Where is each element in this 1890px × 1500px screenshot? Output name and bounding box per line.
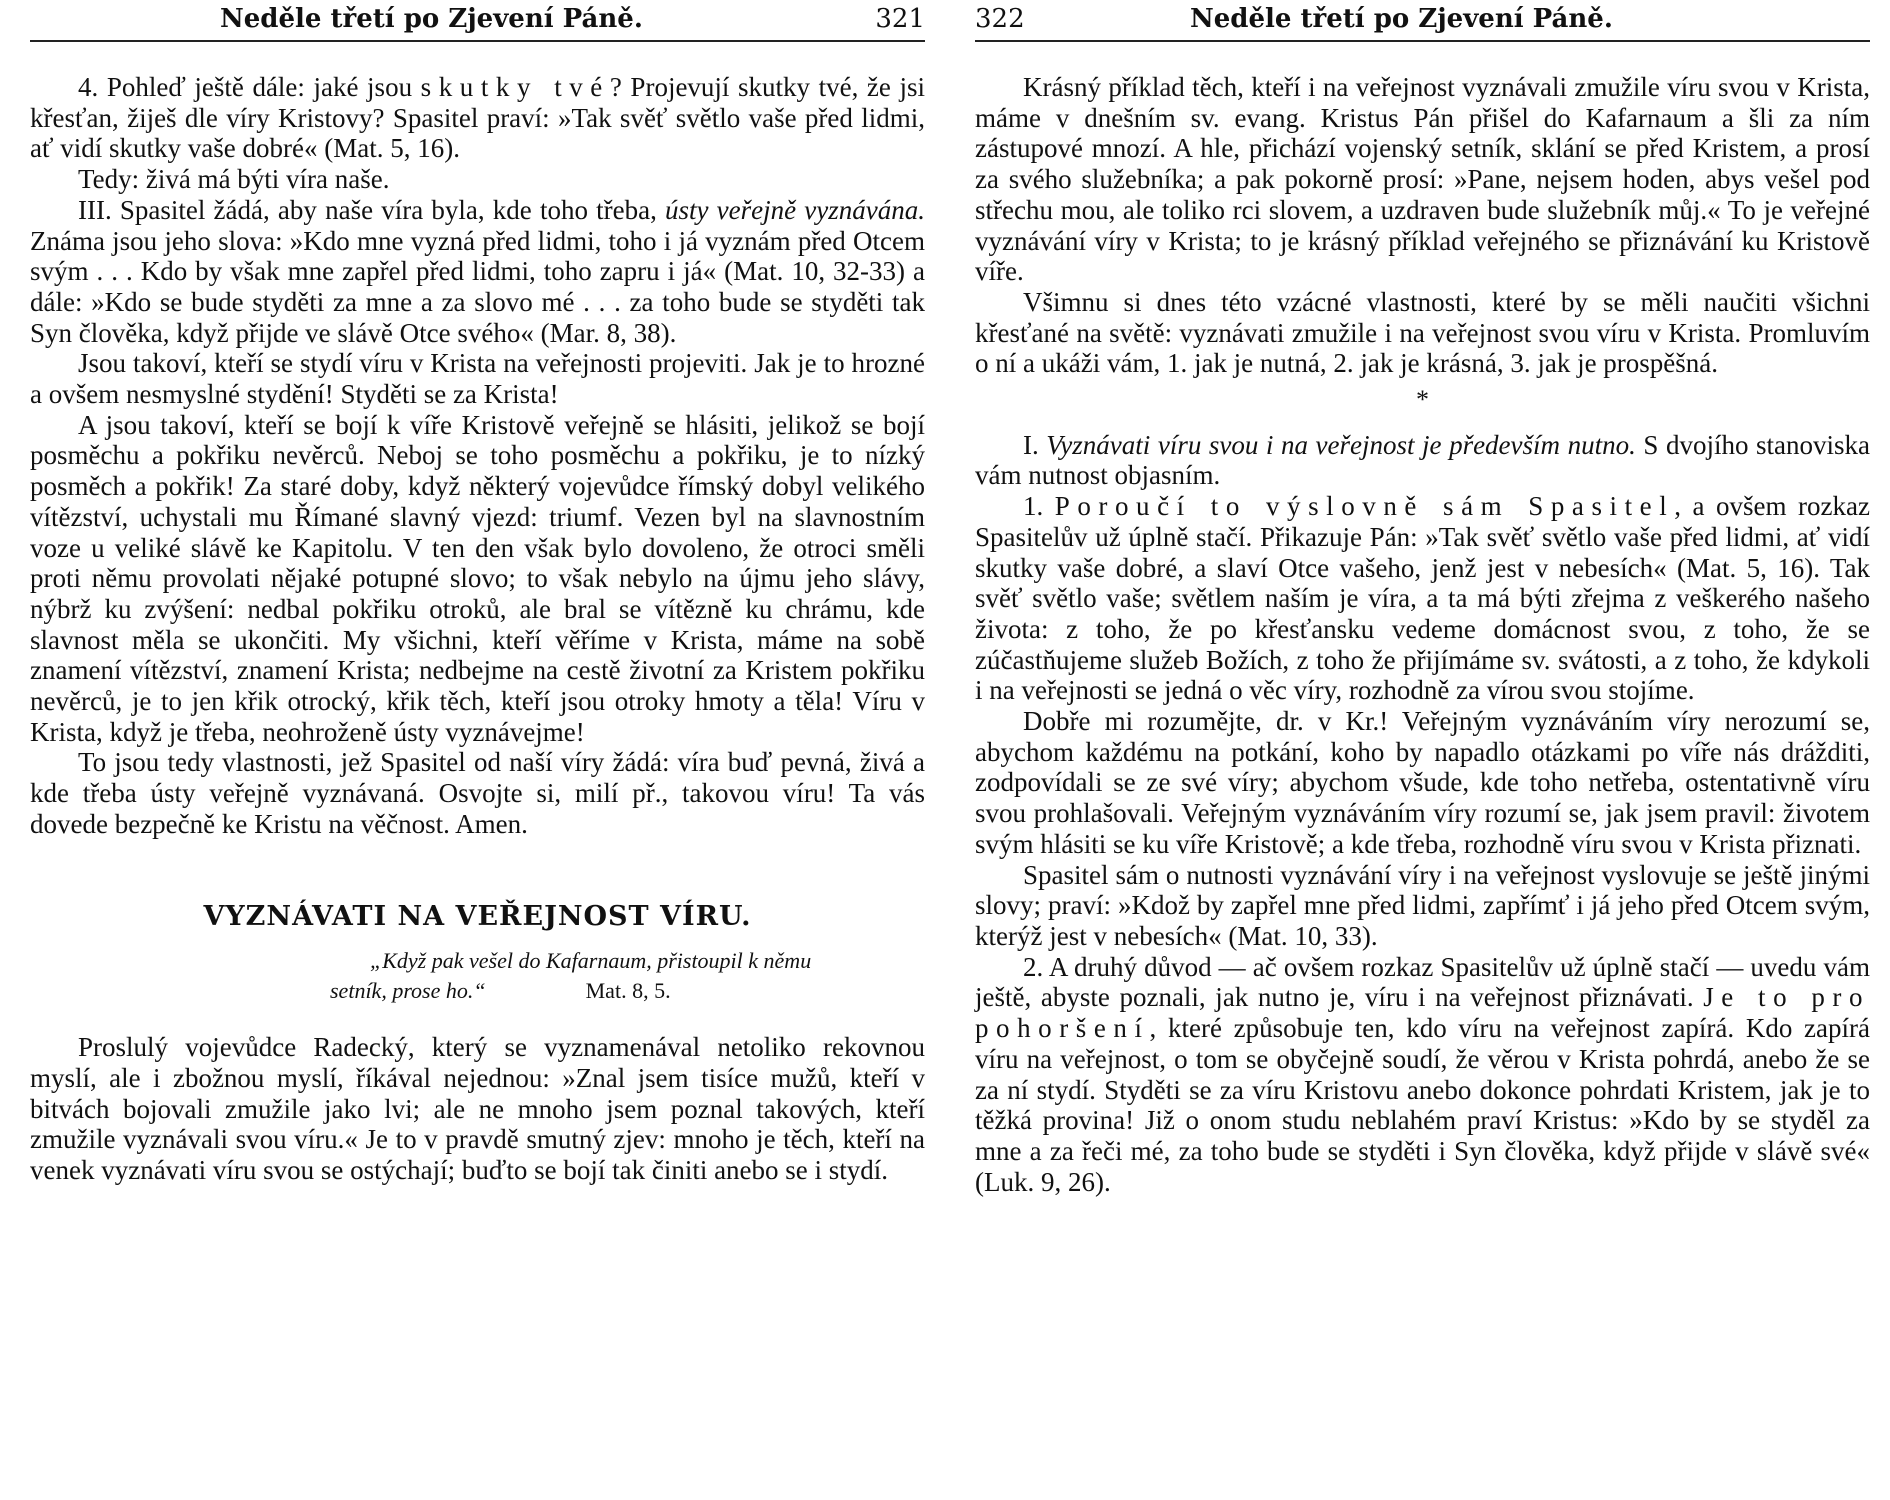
paragraph: Jsou takoví, kteří se stydí víru v Krista na veřejnosti projeviti. Jak je to hrozné a ovšem nesmyslné stydění! Styděti se za Krista! — [30, 348, 925, 410]
paragraph: A jsou takoví, kteří se bojí k víře Kristově veřejně se hlásiti, jelikož se bojí posměchu a pokřiku nevěrců. Neboj se toho posměchu a pokřiku, je to nízký posměch a pokřik! Za staré doby, když některý vojevůdce římský dobyl velikého vítězství, uchystali mu Římané slavný vjezd: triumf. Vezen byl na slavnostním voze u veliké slávě ke Kapitolu. V ten den však bylo dovoleno, že otroci směli proti němu provolati nějaké potupné slovo; to však nebylo na újmu jeho slávy, nýbrž ku zvýšení: nedbal pokřiku otroků, ale bral se vítězně ku chrámu, kde slavnost měla se ukončiti. My všichni, kteří věříme v Krista, máme na sobě znamení vítězství, znamení Krista; nedbejme na cestě životní za Kristem pokřiku nevěrců, je to jen křik otrocký, křik těch, kteří jsou otroky hmoty a těla! Víru v Krista, když je třeba, neohroženě ústy vyznávejme! — [30, 409, 925, 747]
running-head-left — [30, 0, 925, 42]
page-number: 322 — [975, 4, 1025, 34]
paragraph: III. Spasitel žádá, aby naše víra byla, kde toho třeba, ústy veřejně vyznávána. Známa jsou jeho slova: »Kdo mne vyzná před lidmi, toho i já vyznám před Otcem svým . . . Kdo by však mne zapřel před lidmi, toho zapru i já« (Mat. 10, 32-33) a dále: »Kdo se bude styděti za mne a za slovo mé . . . za toho bude se styděti tak Syn člověka, když přijde ve slávě Otce svého« (Mar. 8, 38). — [30, 194, 925, 348]
running-title: Neděle třetí po Zjevení Páně. — [220, 4, 643, 34]
paragraph: 4. Pohleď ještě dále: jaké jsou skutky tvé? Projevují skutky tvé, že jsi křesťan, žiješ dle víry Kristovy? Spasitel praví: »Tak svěť světlo vaše před lidmi, ať vidí skutky vaše dobré« (Mat. 5, 16). — [30, 72, 925, 164]
section-divider: * — [1416, 385, 1429, 415]
motto-line: setník, prose ho.“ Mat. 8, 5. — [330, 978, 671, 1004]
paragraph: 1. Poroučí to výslovně sám Spasitel, a ovšem rozkaz Spasitelův už úplně stačí. Přikazuje Pán: »Tak svěť světlo vaše před lidmi, ať vidí skutky vaše dobré, a slaví Otce vašeho, jenž jest v nebesích« (Mat. 5, 16). Tak svěť světlo vaše; světlem naším je víra, a ta má býti zřejma z veškerého našeho života: z toho, že po křesťansku vedeme domácnost svou, z toho, že se zúčastňujeme služeb Božích, z toho že přijímáme sv. svátosti, a z toho, že kdykoli i na veřejnosti se jedná o věc víry, rozhodně za vírou svou stojíme. — [975, 491, 1870, 706]
right-body-text — [975, 72, 1870, 1197]
running-title: Neděle třetí po Zjevení Páně. — [1190, 4, 1613, 34]
paragraph: 2. A druhý důvod — ač ovšem rozkaz Spasitelův už úplně stačí — uvedu vám ještě, abyste poznali, jak nutno je, víru i na veřejnost přiznávati. Je to pro pohoršení, které způsobuje ten, kdo víru na veřejnost zapírá. Kdo zapírá víru na veřejnost, o tom se obyčejně soudí, že věrou v Krista pohrdá, anebo že se za ní stydí. Styděti se za víru Kristovu anebo dokonce pohrdati Kristem, jak je to těžká provina! Již o onom studu neblahém praví Kristus: »Kdo by se styděl za mne a za řeči mé, za toho bude se styděti i Syn člověka, když přijde v slávě své« (Luk. 9, 26). — [975, 951, 1870, 1197]
paragraph: Dobře mi rozumějte, dr. v Kr.! Veřejným vyznáváním víry nerozumí se, abychom každému na potkání, koho by napadlo otázkami po víře nás drážditi, zodpovídali se ze své víry; abychom všude, kde toho netřeba, ostentativně víru svou prohlašovali. Veřejným vyznáváním víry rozumí se, jak jsem pravil: životem svým hlásiti se ku víře Kristově; a kde třeba, rozhodně víru svou v Krista přiznati. — [975, 706, 1870, 859]
motto-reference: Mat. 8, 5. — [585, 978, 671, 1004]
paragraph: Proslulý vojevůdce Radecký, který se vyznamenával netoliko rekovnou myslí, ale i zbožnou myslí, říkával nejednou: »Znal jsem tisíce mužů, kteří v bitvách bojovali zmužile jako lvi; ale ne mnoho jsem poznal takových, kteří zmužile vyznávali svou víru.« Je to v pravdě smutný zjev: mnoho je těch, kteří na venek vyznávati víru svou se ostýchají; buďto se bojí tak činiti anebo se i stydí. — [30, 1032, 925, 1186]
left-page — [30, 0, 925, 1500]
paragraph: I. Vyznávati víru svou i na veřejnost je především nutno. S dvojího stanoviska vám nutnost objasním. — [975, 429, 1870, 491]
section-heading: VYZNÁVATI NA VEŘEJNOST VÍRU. — [203, 900, 752, 932]
running-head-right — [975, 0, 1870, 42]
paragraph: To jsou tedy vlastnosti, jež Spasitel od naší víry žádá: víra buď pevná, živá a kde třeba ústy veřejně vyznávaná. Osvojte si, milí př., takovou víru! Ta vás dovede bezpečně ke Kristu na věčnost. Amen. — [30, 747, 925, 839]
left-body-text — [30, 72, 925, 1186]
page-number: 321 — [875, 4, 925, 34]
right-page — [975, 0, 1870, 1500]
paragraph: Spasitel sám o nutnosti vyznávání víry i na veřejnost vyslovuje se ještě jinými slovy; praví: »Kdož by zapřel mne před lidmi, zapřímť i já jeho před Otcem svým, kterýž jest v nebesích« (Mat. 10, 33). — [975, 859, 1870, 951]
paragraph: Tedy: živá má býti víra naše. — [78, 164, 390, 195]
motto-line: „Když pak vešel do Kafarnaum, přistoupil k němu — [370, 948, 812, 974]
paragraph: Krásný příklad těch, kteří i na veřejnost vyznávali zmužile víru svou v Krista, máme v dnešním sv. evang. Kristus Pán přišel do Kafarnaum a šli za ním zástupové mnozí. A hle, přichází vojenský setník, sklání se před Kristem, a prosí za svého služebníka; a pak pokorně prosí: »Pane, nejsem hoden, abys vešel pod střechu mou, ale toliko rci slovem, a uzdraven bude služebník můj.« To je veřejné vyznávání víry v Krista; to je krásný příklad veřejného se přiznávání ku Kristově víře. — [975, 72, 1870, 287]
paragraph: Všimnu si dnes této vzácné vlastnosti, které by se měli naučiti všichni křesťané na světě: vyznávati zmužile i na veřejnost svou víru v Krista. Promluvím o ní a ukáži vám, 1. jak je nutná, 2. jak je krásná, 3. jak je prospěšná. — [975, 286, 1870, 379]
